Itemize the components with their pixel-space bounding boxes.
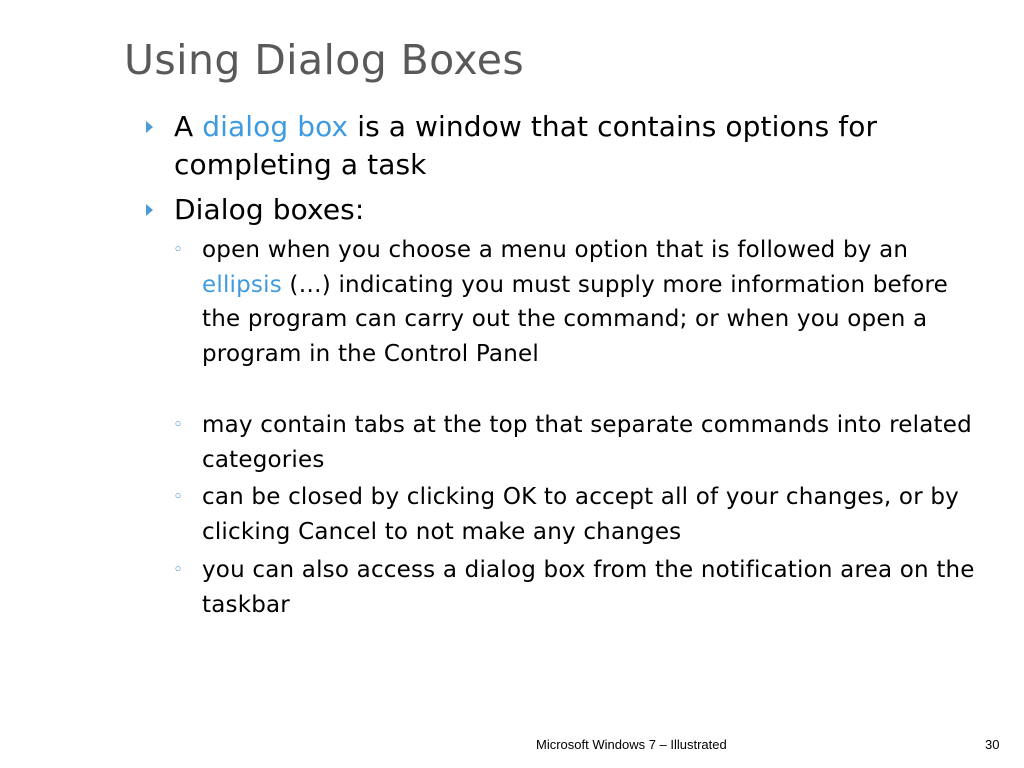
sub-bullet-open-when xyxy=(173,233,982,371)
sub-bullet-tabs xyxy=(173,408,982,477)
sub-bullet-text-pre: open when you choose a menu option that is followed by an xyxy=(202,237,909,263)
sub-bullet-text: may contain tabs at the top that separate commands into related categories xyxy=(202,412,972,473)
sub-bullet-text: can be closed by clicking OK to accept all of your changes, or by clicking Cancel to not make any changes xyxy=(202,484,959,545)
hollow-circle-icon: ◦ xyxy=(173,240,184,260)
bullet-dialog-boxes-heading xyxy=(174,191,984,229)
triangle-right-icon xyxy=(146,121,153,133)
hollow-circle-icon: ◦ xyxy=(173,415,184,435)
sub-bullet-text-post: (…) indicating you must supply more information before the program can carry out the command; or when you open a program in the Control Panel xyxy=(202,271,948,367)
bullet-dialog-box-definition xyxy=(174,108,984,184)
page-number: 30 xyxy=(985,737,1000,752)
bullet-text: Dialog boxes: xyxy=(174,193,365,226)
sub-bullet-closed-by xyxy=(173,480,982,549)
sub-bullet-text: you can also access a dialog box from the notification area on the taskbar xyxy=(202,557,975,618)
slide-title: Using Dialog Boxes xyxy=(124,36,525,84)
bullet-text-pre: A xyxy=(174,110,203,143)
hollow-circle-icon: ◦ xyxy=(173,487,184,507)
term-dialog-box: dialog box xyxy=(202,110,349,143)
hollow-circle-icon: ◦ xyxy=(173,560,184,580)
bullet-text-post: is a window that contains options for completing a task xyxy=(174,110,878,181)
sub-bullet-notification-area xyxy=(173,553,982,622)
term-ellipsis: ellipsis xyxy=(202,271,282,298)
footer-text: Microsoft Windows 7 – Illustrated xyxy=(536,737,727,752)
triangle-right-icon xyxy=(146,204,153,216)
